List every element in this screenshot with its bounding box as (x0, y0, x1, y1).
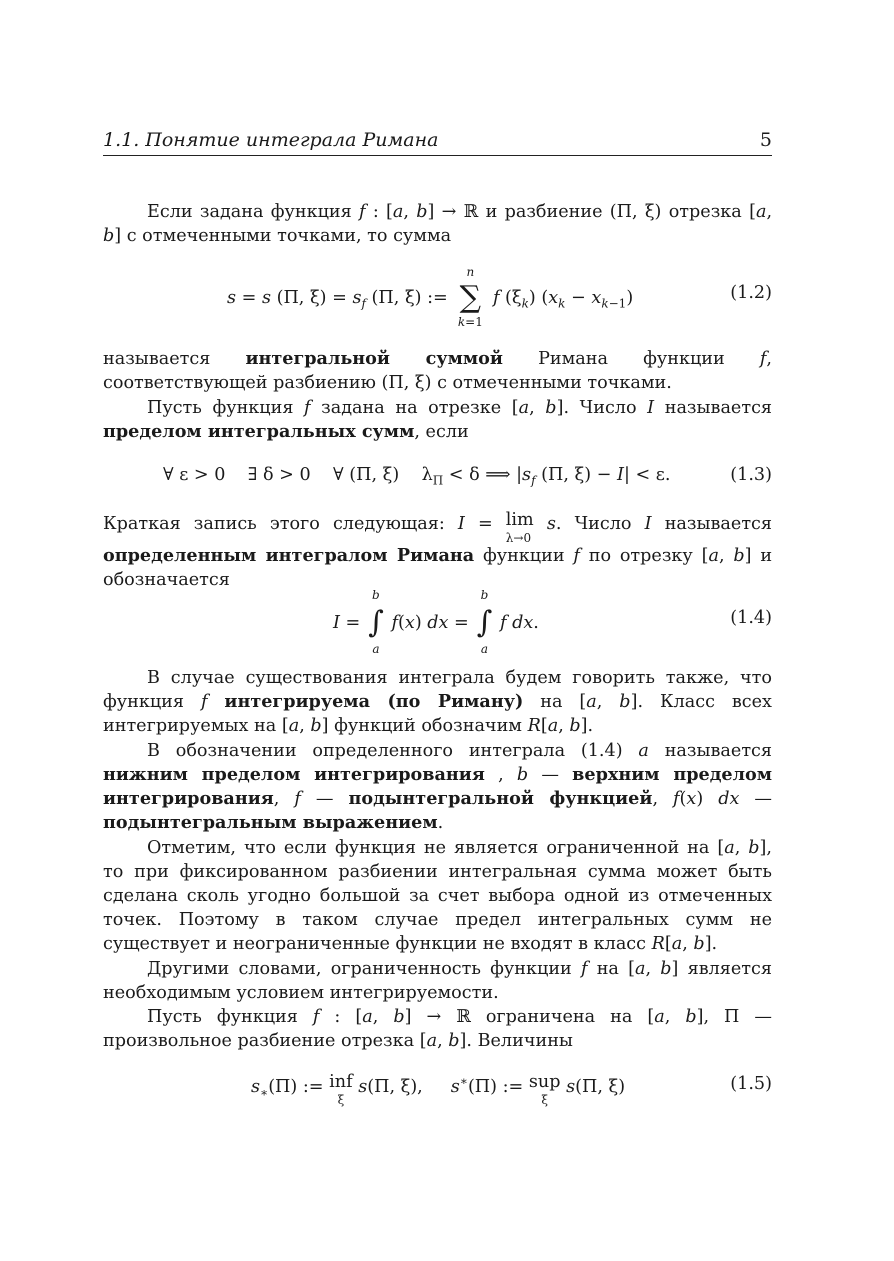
section-title: 1.1. Понятие интеграла Римана (103, 129, 439, 151)
running-header (103, 129, 772, 156)
page-number: 5 (759, 129, 772, 151)
paragraph-7: Отметим, что если функция не является ограниченной на [a, b], то при фиксированном разбиении интегральная сумма может быть сделана сколь угодно большой за счет выбора одной из отмеченных точек. Поэтому в таком случае предел интегральных сумм не существует и неограниченные функции не входят в класс R[a, b]. (103, 838, 772, 954)
equation-number: (1.3) (730, 465, 772, 485)
formula-1-4: I = b ∫ a f(x) dx = b ∫ a f dx. (1.4) (333, 588, 772, 656)
formula-1-2: s = s (Π, $\xi) = s_f$ (Π, ξ) := n ∑ k=1 f $(\xi_k) (x_k - x_{k-1})$ (1.2) (227, 265, 772, 329)
paragraph-5: В случае существования интеграла будем говорить также, что функция f интегрируема (по Риману) на [a, b]. Класс всех интегрируемых на [a, b] функций обозначим R[a, b]. (103, 668, 772, 736)
equation-number: (1.5) (730, 1074, 772, 1094)
paragraph-1: Если задана функция f : [a, b] → ℝ и разбиение (Π, ξ) отрезка [a, b] с отмеченными точками, то сумма (103, 202, 773, 246)
paragraph-2: называется интегральной суммой Римана функции f, соответствующей разбиению (Π, ξ) с отмеченными точками. (103, 348, 772, 393)
equation-number: (1.4) (730, 608, 772, 628)
paragraph-4: Краткая запись этого следующая: I = lim λ→0 s. Число I называется определенным интегралом Римана функции f по отрезку [a, b] и обозначается (103, 510, 773, 590)
paragraph-8: Другими словами, ограниченность функции f на [a, b] является необходимым условием интегрируемости. (103, 959, 772, 1003)
paragraph-3: Пусть функция f задана на отрезке [a, b]. Число I называется пределом интегральных сумм, если (103, 398, 773, 442)
paragraph-6: В обозначении определенного интеграла (1.4) a называется нижним пределом интегрирования , b — верхним пределом интегрирования, f — подынтегральной функцией, f(x) dx — подынтегральным выражением. (103, 741, 773, 833)
equation-number: (1.2) (730, 283, 772, 303)
formula-1-5: $s_∗(\Pi)$ := inf ξ s(Π, ξ), s∗(Π) := sup ξ s(Π, ξ) (1.5) (251, 1072, 772, 1107)
formula-1-3: ∀ ε > 0 ∃ δ > 0 ∀ (Π, ξ) $\lambda_\Pi < \delta$ ⟹ $|s_f$ (Π, ξ) − I| < ε. (1.3) (163, 465, 772, 488)
paragraph-9: Пусть функция f : [a, b] → ℝ ограничена на [a, b], Π — произвольное разбиение отрезка [a, b]. Величины (103, 1007, 772, 1051)
